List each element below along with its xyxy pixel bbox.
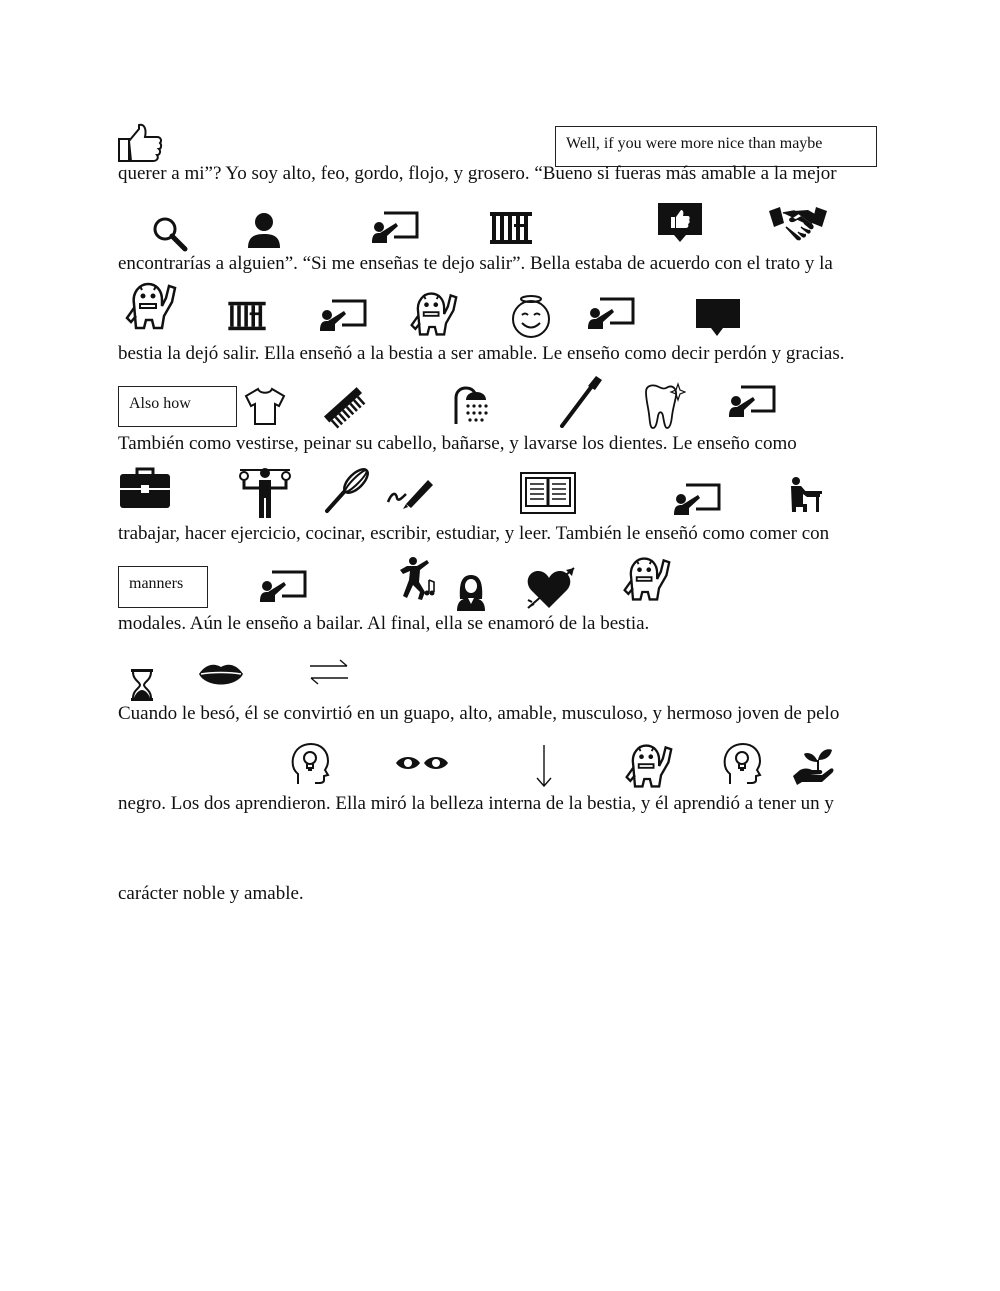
hourglass-icon	[130, 668, 154, 702]
note-box-1	[555, 126, 877, 167]
hand-plant-icon	[792, 748, 834, 786]
note-text: Also how	[129, 395, 191, 412]
exercise-icon	[238, 466, 292, 520]
story-line-6: modales. Aún le enseño a bailar. Al final, ella se enamoró de la bestia.	[118, 613, 650, 634]
story-line-3: bestia la dejó salir. Ella enseñó a la bestia a ser amable. Le enseño como decir perdón y gracias.	[118, 343, 845, 364]
tooth-icon	[640, 382, 686, 430]
jail-icon	[489, 210, 533, 246]
lips-icon	[198, 660, 244, 690]
eyes-icon	[395, 753, 449, 773]
thumbs-bubble-icon	[656, 201, 704, 243]
pen-icon	[386, 474, 434, 510]
story-line-2: encontrarías a alguien”. “Si me enseñas te dejo salir”. Bella estaba de acuerdo con el trato y la	[118, 253, 833, 274]
monster-icon	[618, 553, 674, 605]
monster-icon	[405, 288, 461, 340]
head-lightbulb-icon	[722, 742, 762, 786]
speech-bubble-icon	[695, 298, 741, 338]
monster-icon	[620, 740, 676, 792]
story-line-5: trabajar, hacer ejercicio, cocinar, escribir, estudiar, y leer. También le enseñó como comer con	[118, 523, 830, 544]
comb-icon	[322, 384, 368, 430]
handshake-icon	[768, 205, 828, 241]
dancer-icon	[397, 556, 441, 604]
down-arrow-icon	[534, 744, 554, 788]
story-line-7: Cuando le besó, él se convirtió en un guapo, alto, amable, musculoso, y hermoso joven de pelo	[118, 703, 840, 724]
head-lightbulb-icon	[290, 742, 330, 786]
briefcase-icon	[119, 466, 171, 510]
shower-icon	[452, 386, 492, 426]
note-box-2	[118, 386, 237, 427]
story-line-9: carácter noble y amable.	[118, 883, 304, 904]
monster-icon	[122, 278, 178, 334]
note-text: Well, if you were more nice than maybe	[566, 135, 823, 152]
teaching-icon	[672, 482, 722, 518]
book-icon	[520, 472, 576, 514]
person-icon	[246, 212, 282, 248]
smile-halo-icon	[510, 294, 552, 338]
magnifier-icon	[152, 216, 188, 252]
thumbs-up-icon	[117, 123, 163, 163]
teaching-icon	[586, 296, 636, 332]
jail-icon	[225, 300, 269, 332]
girl-icon	[456, 573, 486, 611]
teaching-icon	[318, 298, 368, 334]
teaching-icon	[370, 210, 420, 246]
teaching-icon	[727, 384, 777, 420]
toothbrush-icon	[558, 374, 604, 428]
note-text: manners	[129, 575, 184, 592]
swap-arrows-icon	[308, 656, 350, 688]
story-line-1: querer a mi”? Yo soy alto, feo, gordo, flojo, y grosero. “Bueno si fueras más amable a la mejor	[118, 163, 837, 184]
story-line-8: negro. Los dos aprendieron. Ella miró la belleza interna de la bestia, y él aprendió a tener un y	[118, 793, 834, 814]
note-box-3	[118, 566, 208, 608]
teaching-icon	[258, 569, 308, 605]
whisk-icon	[324, 466, 372, 514]
tshirt-icon	[243, 386, 287, 426]
story-line-4: También como vestirse, peinar su cabello, bañarse, y lavarse los dientes. Le enseño como	[118, 433, 797, 454]
desk-study-icon	[786, 476, 824, 514]
heart-arrow-icon	[526, 566, 576, 610]
